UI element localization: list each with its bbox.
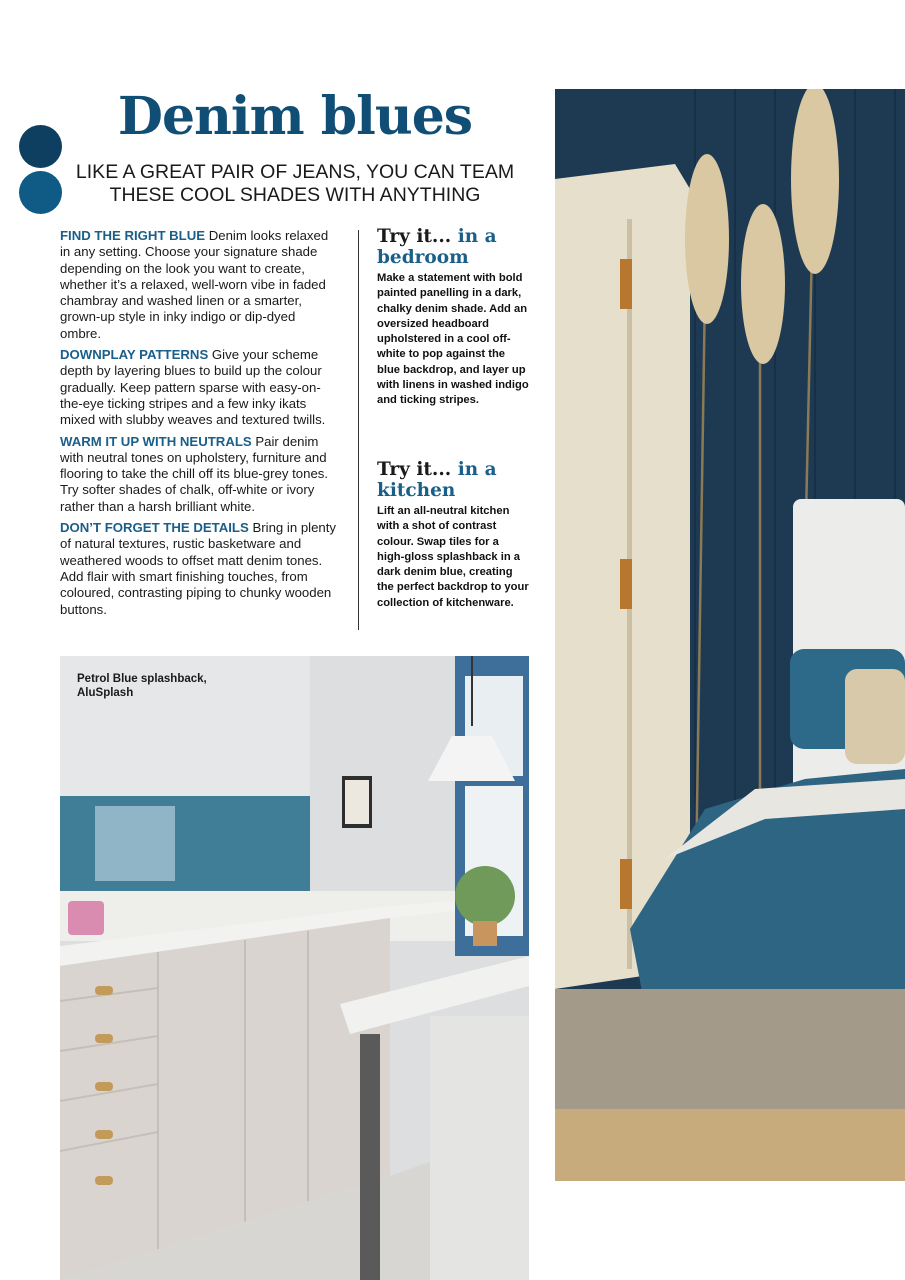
try-it-bedroom-text: Make a statement with bold painted panelling in a dark, chalky denim shade. Add an oversized headboard upholstered in a cool off-white to pop against the blue backdrop, and layer up with linens in washed indigo and ticking stripes. — [377, 272, 529, 407]
try-it-lead: Try it... — [377, 226, 452, 247]
caption-line-1: Petrol Blue splashback, — [77, 673, 207, 685]
column-divider — [358, 230, 359, 630]
section-text: Bring in plenty of natural textures, rustic basketware and weathered woods to offset matt denim tones. Add flair with smart finishing touches, from coloured, contrasting piping to chunky wooden buttons. — [60, 520, 337, 617]
section-details — [60, 520, 338, 618]
try-it-kitchen-panel — [377, 459, 529, 611]
kicker: FIND THE RIGHT BLUE — [60, 228, 206, 243]
section-text: Give your scheme depth by layering blues to build up the colour gradually. Keep pattern sparse with easy-on-the-eye ticking stripes and a few inky ikats mixed with slubby weaves and textured twills. — [60, 347, 326, 428]
kicker: WARM IT UP WITH NEUTRALS — [60, 433, 252, 449]
try-it-kitchen-text: Lift an all-neutral kitchen with a shot of contrast colour. Swap tiles for a high-gloss splashback in a dark denim blue, creating the perfect backdrop to your collection of kitchenware. — [377, 505, 529, 609]
try-it-bedroom-heading — [377, 226, 529, 268]
section-text: Denim looks relaxed in any setting. Choose your signature shade depending on the look you want to create, whether it’s a relaxed, well-worn vibe in faded chambray and washed linen or a smarter, grown-up style in inky indigo or dip-dyed ombre. — [60, 228, 329, 341]
standfirst-line-1: LIKE A GREAT PAIR OF JEANS, YOU CAN TEAM — [75, 161, 515, 183]
try-it-place: in a kitchen — [377, 459, 497, 501]
try-it-lead: Try it... — [377, 459, 452, 480]
photo-caption — [77, 672, 237, 700]
standfirst — [60, 161, 530, 208]
try-it-bedroom-panel — [377, 226, 529, 409]
standfirst-line-2: THESE COOL SHADES WITH ANYTHING — [109, 184, 481, 207]
decorative-dot-dark — [19, 125, 62, 168]
caption-line-2: AluSplash — [77, 687, 134, 699]
kitchen-photo — [60, 656, 529, 1280]
section-neutrals — [60, 434, 338, 515]
decorative-dot-light — [19, 171, 62, 214]
section-find-blue — [60, 228, 338, 342]
page-title: Denim blues — [117, 86, 473, 147]
try-it-kitchen-heading — [377, 459, 529, 501]
bedroom-photo — [555, 89, 905, 1181]
kicker: DOWNPLAY PATTERNS — [60, 347, 209, 363]
try-it-place: in a bedroom — [377, 226, 497, 268]
section-text: Pair denim with neutral tones on upholstery, furniture and flooring to take the chill off its blue-grey tones. Try softer shades of chalk, off-white or ivory rather than a harsh brilliant white. — [60, 433, 329, 514]
section-patterns — [60, 347, 338, 428]
body-column — [60, 228, 338, 623]
kicker: DON’T FORGET THE DETAILS — [60, 520, 249, 536]
